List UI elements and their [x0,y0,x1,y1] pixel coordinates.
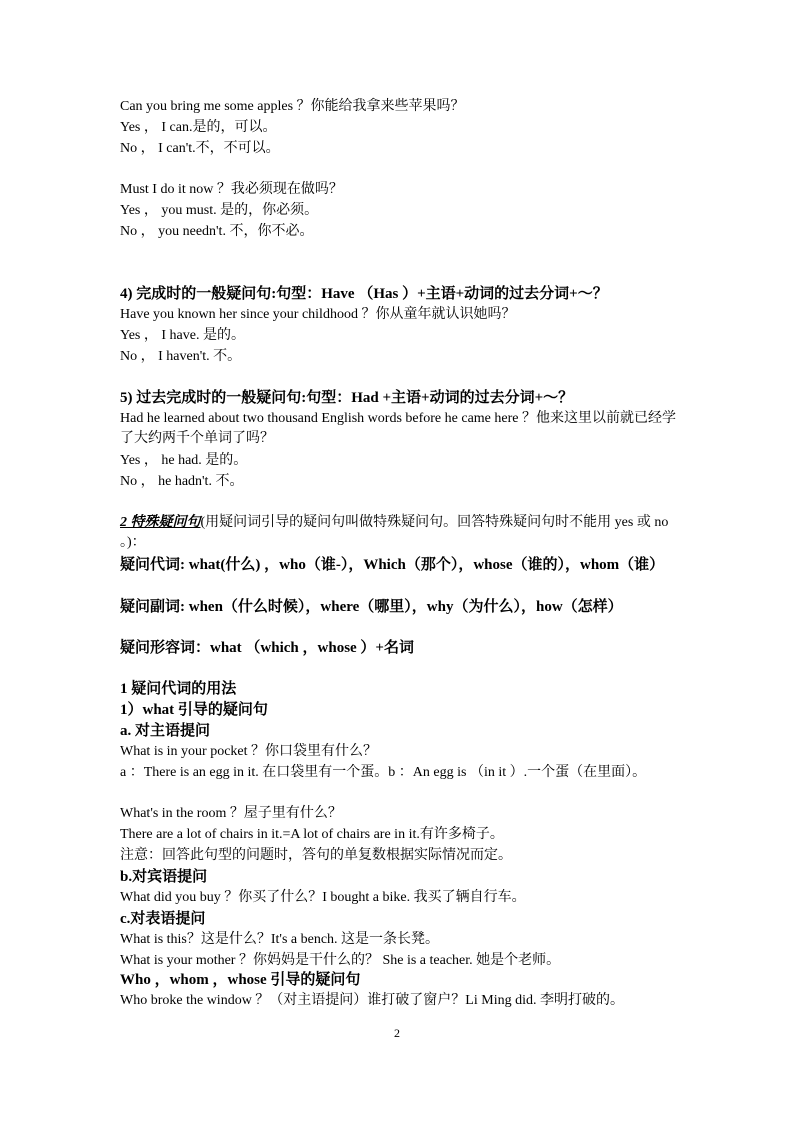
text-line: Yes ， I have. 是的。 [120,328,245,343]
text-paragraph: Had he learned about two thousand English words before he came here ？他来这里以前就已经学了大约两千个单词了吗？ [120,411,676,446]
text-line: 注意：回答此句型的问题时，答句的单复数根据实际情况而定。 [120,848,512,863]
text-line: There are a lot of chairs in it.=A lot of chairs are in it.有许多椅子。 [120,827,504,842]
text-line: Can you bring me some apples ？你能给我拿来些苹果吗？ [120,99,465,114]
page-number: 2 [394,1026,400,1040]
text-line: What is this？这是什么？It's a bench. 这是一条长凳。 [120,932,440,947]
text-line: Must I do it now ？我必须现在做吗？ [120,182,343,197]
sub-heading: 1）what 引导的疑问句 [120,702,268,718]
special-question-desc: (用疑问词引导的疑问句叫做特殊疑问句。回答特殊疑问句时不能用 yes 或 no 。)： [120,515,669,550]
text-line: Yes ， he had. 是的。 [120,453,248,468]
text-line: What did you buy ？你买了什么？I bought a bike. 我买了辆自行车。 [120,890,526,905]
text-line: What's in the room ？屋子里有什么？ [120,806,342,821]
text-line: No ， I haven't. 不。 [120,349,242,364]
sub-heading: Who ，whom ，whose 引导的疑问句 [120,972,361,988]
section-heading: 5) 过去完成时的一般疑问句:句型：Had +主语+动词的过去分词+～？ [120,390,574,406]
sub-heading: a. 对主语提问 [120,723,211,739]
section-heading: 1 疑问代词的用法 [120,681,237,697]
sub-heading: b.对宾语提问 [120,869,208,885]
interrogative-adverbs: 疑问副词: when（什么时候），where（哪里），why（为什么），how（怎样） [120,599,623,615]
text-line: Who broke the window ？（对主语提问）谁打破了窗户？Li Ming did. 李明打破的。 [120,993,624,1008]
text-line: Have you known her since your childhood ？你从童年就认识她吗？ [120,307,516,322]
sub-heading: c.对表语提问 [120,911,206,927]
interrogative-adjectives: 疑问形容词：what （which ，whose ）+名词 [120,640,414,656]
text-line: No ， you needn't. 不，你不必。 [120,224,314,239]
special-question-intro [120,513,680,553]
special-question-heading: 2 特殊疑问句 [120,515,201,530]
text-line: Yes ， I can.是的，可以。 [120,120,277,135]
text-paragraph: a ：There is an egg in it. 在口袋里有一个蛋。b ：An egg is （in it ）.一个蛋（在里面）。 [120,765,647,780]
text-line: What is your mother ？你妈妈是干什么的？ She is a teacher. 她是个老师。 [120,953,561,968]
section-heading: 4) 完成时的一般疑问句:句型：Have （Has ）+主语+动词的过去分词+～？ [120,286,608,302]
text-line: What is in your pocket ？你口袋里有什么？ [120,744,378,759]
text-line: No ， he hadn't. 不。 [120,474,244,489]
interrogative-pronouns: 疑问代词: what(什么) ，who（谁-），Which（那个），whose（谁的），whom（谁） [120,557,665,573]
text-line: No ， I can't.不，不可以。 [120,141,280,156]
text-line: Yes ， you must. 是的，你必须。 [120,203,319,218]
